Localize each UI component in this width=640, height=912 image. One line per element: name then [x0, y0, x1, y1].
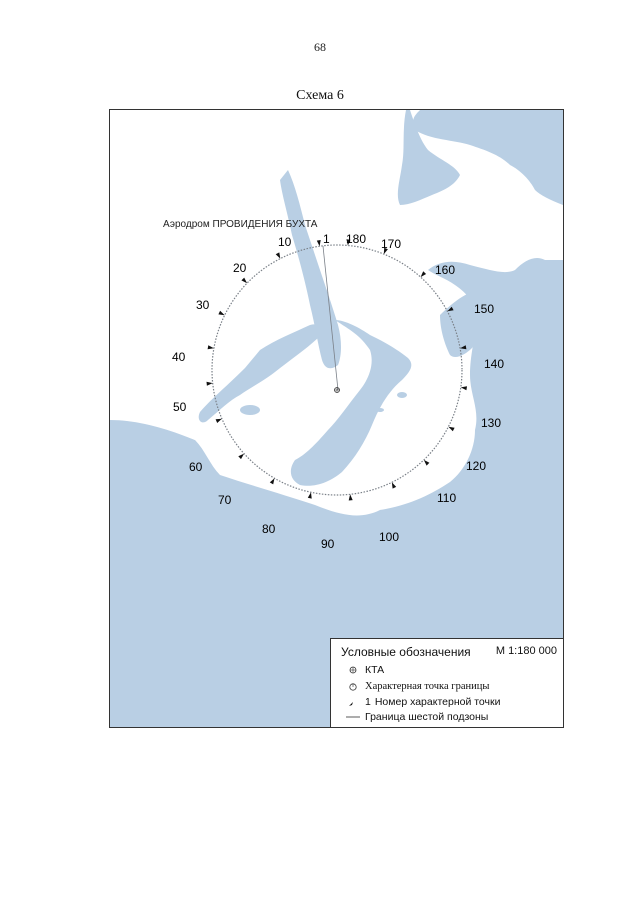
legend	[330, 638, 563, 727]
page-number: 68	[314, 40, 326, 54]
boundary-label-30: 30	[196, 298, 210, 312]
boundary-point-marker	[424, 460, 430, 466]
boundary-label-1: 1	[323, 232, 330, 246]
point-number-icon	[341, 697, 365, 707]
lake-small-1	[240, 405, 260, 415]
boundary-point-marker	[461, 386, 467, 390]
boundary-point-marker	[241, 278, 247, 284]
boundary-point-marker	[207, 382, 213, 386]
boundary-label-180: 180	[346, 232, 367, 246]
boundary-label-50: 50	[173, 400, 187, 414]
boundary-point-marker	[421, 271, 427, 277]
boundary-point-marker	[392, 482, 396, 488]
boundary-point-marker	[218, 311, 224, 315]
legend-row-boundary-point	[341, 681, 489, 692]
legend-row-boundary-line	[341, 711, 488, 723]
boundary-point-marker	[238, 454, 244, 460]
boundary-label-60: 60	[189, 460, 203, 474]
legend-label-kta: КТА	[365, 664, 385, 676]
boundary-label-130: 130	[481, 416, 502, 430]
boundary-point-marker	[448, 427, 454, 432]
boundary-label-170: 170	[381, 237, 402, 251]
scheme-title: Схема 6	[296, 88, 344, 103]
boundary-point-marker	[317, 240, 321, 246]
legend-label-boundary-line: Граница шестой подзоны	[365, 711, 489, 723]
boundary-point-marker	[208, 345, 214, 349]
boundary-point-marker	[349, 494, 353, 500]
boundary-label-40: 40	[172, 350, 186, 364]
legend-point-number-prefix: 1	[365, 696, 371, 708]
boundary-label-120: 120	[466, 459, 487, 473]
boundary-point-marker	[308, 492, 312, 498]
boundary-label-110: 110	[437, 491, 457, 505]
boundary-label-70: 70	[218, 493, 232, 507]
lake-small-2	[397, 392, 407, 398]
aerodrome-label: Аэродром ПРОВИДЕНИЯ БУХТА	[163, 219, 318, 230]
boundary-label-150: 150	[474, 302, 495, 316]
boundary-label-100: 100	[379, 530, 400, 544]
boundary-label-10: 10	[278, 235, 292, 249]
map-frame	[109, 109, 564, 728]
boundary-label-90: 90	[321, 537, 335, 551]
legend-title: Условные обозначения	[341, 645, 471, 659]
legend-scale: М 1:180 000	[495, 645, 557, 657]
legend-row-point-number	[341, 696, 500, 708]
boundary-label-20: 20	[233, 261, 247, 275]
boundary-label-140: 140	[484, 357, 505, 371]
boundary-point-icon	[341, 682, 365, 692]
legend-label-boundary-point: Характерная точка границы	[365, 681, 490, 692]
lake-small-3	[376, 408, 384, 412]
boundary-point-marker	[270, 478, 275, 484]
legend-row-kta	[341, 664, 384, 676]
boundary-point-marker	[216, 419, 222, 423]
lake-west	[199, 324, 322, 422]
boundary-point-marker	[276, 252, 281, 258]
boundary-label-80: 80	[262, 522, 276, 536]
boundary-label-160: 160	[435, 263, 456, 277]
boundary-line-icon	[341, 714, 365, 720]
legend-label-point-number: Номер характерной точки	[374, 696, 501, 708]
kta-icon	[341, 665, 365, 675]
